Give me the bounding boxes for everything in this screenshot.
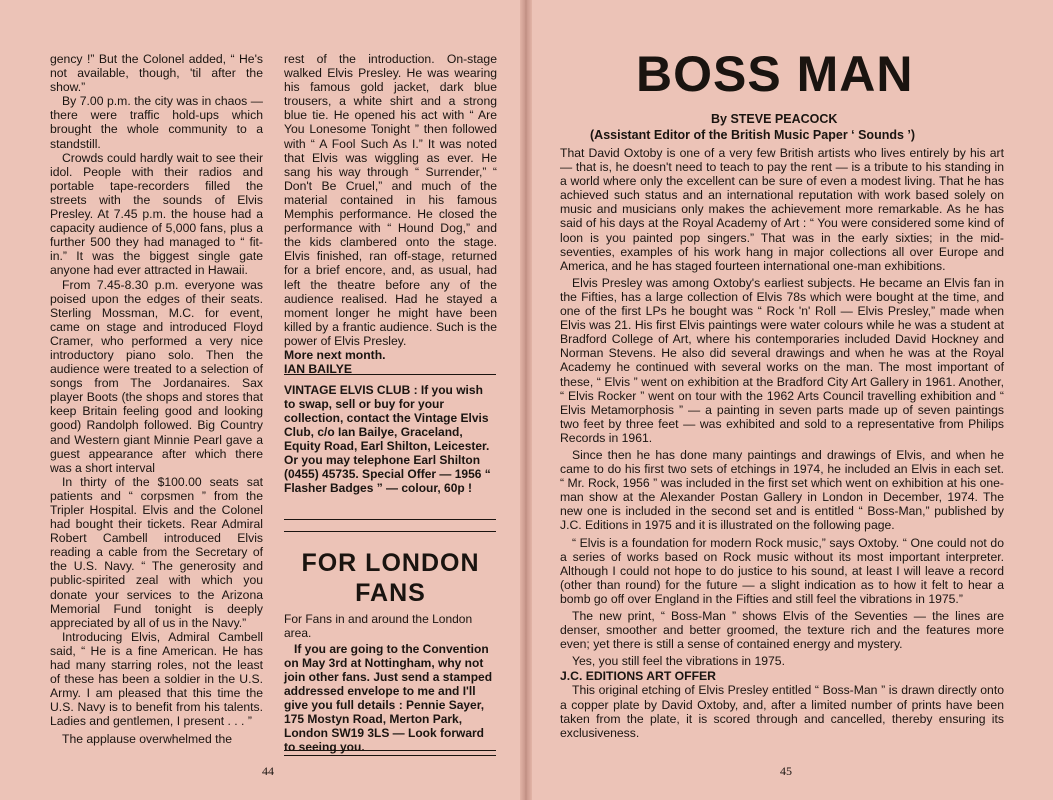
article-paragraph: gency !” But the Colonel added, “ He's not available, though, 'til after the show.” <box>50 52 263 95</box>
art-offer-heading: J.C. EDITIONS ART OFFER <box>560 669 716 684</box>
author-credit: (Assistant Editor of the British Music Paper ‘ Sounds ’) <box>590 128 916 142</box>
article-paragraph: Since then he has done many paintings and drawings of Elvis, and when he came to do his first two sets of etchings in 1974, he included an Elvis in each set. “ Mr. Rock, 1956 ” was included in the first set which went on exhibition at his one-man show at the Alexander Postan Gallery in London in December, 1974. The new one is included in the second set and is entitled “ Boss-Man,” published by J.C. Editions in 1975 and it is illustrated on the following page. <box>560 447 1004 533</box>
divider-rule <box>284 755 496 756</box>
vintage-elvis-club-notice: VINTAGE ELVIS CLUB : If you wish to swap, sell or buy for your collection, contact the Vintage Elvis Club, c/o Ian Bailye, Graceland, Equity Road, Earl Shilton, Leicester. Or you may telephone Earl Shilton (0455) 45735. Special Offer — 1956 “ Flasher Badges ” — colour, 60p ! <box>284 383 491 495</box>
article-paragraph: That David Oxtoby is one of a very few British artists who lives entirely by his art — that is, he doesn't need to teach to pay the rent — is a tribute to his standing in a world where only the excellent can be sure of even a modest living. That he has achieved such status and an international reputation with work based solely on music and musicians only makes the achievement more remarkable. As he has said of his days at the Royal Academy of Art : “ You were considered some kind of loon is you painted pop singers.” That was in the early sixties; in the mid-seventies, examples of his work hang in major collections all over Europe and America, and he has staged fourteen international one-man exhibitions. <box>560 146 1004 273</box>
london-title-line2: FANS <box>355 579 426 607</box>
article-author: IAN BAILYE <box>284 362 352 377</box>
divider-rule <box>284 519 496 520</box>
byline: By STEVE PEACOCK <box>711 112 838 126</box>
article-paragraph: The applause overwhelmed the <box>62 731 233 746</box>
divider-rule <box>284 374 496 375</box>
article-paragraph: Yes, you still feel the vibrations in 1975. <box>572 654 785 669</box>
article-paragraph: Crowds could hardly wait to see their idol. People with their radios and portable tape-recorders filled the streets with the sounds of Elvis Presley. At 7.45 p.m. the house had a capacity audience of 5,000 fans, plus a further 500 they had managed to “ fit-in.” It was the biggest single gate anyone had ever attracted in Hawaii. <box>50 150 263 278</box>
page-gutter <box>520 0 532 800</box>
article-paragraph: In thirty of the $100.00 seats sat patients and “ corpsmen ” from the Tripler Hospital. Elvis and the Colonel had bought their tickets. Rear Admiral Robert Cambell introduced Elvis reading a cable from the Secretary of the U.S. Navy. “ The generosity and public-spirited zeal with which you donate your services to the Arizona Memorial Fund tonight is deeply appreciated by all of us in the Navy.” <box>50 474 263 630</box>
article-title: BOSS MAN <box>636 46 914 102</box>
article-paragraph: “ Elvis is a foundation for modern Rock music,” says Oxtoby. “ One could not do a series of works based on Rock music without its most important interpreter. Although I could not hope to do justice to his sound, at least I will leave a record (other than round) for the future — a slight indication as to how it felt to hear a bomb go off over England in the Fifties and still feel the vibrations in 1975.” <box>560 535 1004 606</box>
more-next-month: More next month. <box>284 347 386 362</box>
page-number-right: 45 <box>780 764 792 778</box>
left-column-2 <box>284 52 497 376</box>
london-details: If you are going to the Convention on May 3rd at Nottingham, why not join other fans. Just send a stamped addressed envelope to me and I'll give you full details : Pennie Sayer, 175 Mostyn Road, Merton Park, London SW19 3LS — Look forward to seeing you. <box>284 642 493 754</box>
london-fans-body <box>284 612 497 754</box>
london-intro: For Fans in and around the London area. <box>284 612 473 640</box>
divider-rule <box>284 531 496 532</box>
article-paragraph: From 7.45-8.30 p.m. everyone was poised upon the edges of their seats. Sterling Mossman, M.C. for event, came on stage and introduced Floyd Cramer, who performed a very nice introductory piano solo. Then the audience were treated to a selection of songs from The Jordanaires. Sax player Boots (the shops and stores that keep Britain feeling good and looking good) Randolph followed. Big Country and Western giant Minnie Pearl gave a guest appearance after which there was a short interval <box>50 277 263 475</box>
london-fans-heading <box>284 548 497 608</box>
article-paragraph: The new print, “ Boss-Man ” shows Elvis of the Seventies — the lines are denser, smoother and better groomed, the texture rich and the features more even; yet there is still a sense of contained energy and mystery. <box>560 609 1004 652</box>
divider-rule <box>284 750 496 751</box>
article-paragraph: Elvis Presley was among Oxtoby's earliest subjects. He became an Elvis fan in the Fifties, has a large collection of Elvis 78s which were bought at the time, and one of the first LPs he bought was “ Rock 'n' Roll — Elvis Presley,” made when Elvis was 21. His first Elvis paintings were water colours while he was a student at Bradford College of Art, where his contemporaries included David Hockney and Norman Stevens. He also did several drawings and when he was at the Royal Academy he continued with several works on the man. The most important of these, “ Elvis ” went on exhibition at the Bradford City Art Gallery in 1961. Another, “ Elvis Rocker ” went on tour with the 1962 Arts Council travelling exhibition and “ Elvis Metamorphosis ” — a painting in seven parts made up of seven paintings two feet by three feet — was exhibited and sold to a representative from Philips Records in 1961. <box>560 275 1004 445</box>
page-number-left: 44 <box>262 764 274 778</box>
article-paragraph: rest of the introduction. On-stage walked Elvis Presley. He was wearing his famous gold jacket, dark blue trousers, a white shirt and a strong blue tie. He opened his act with “ Are You Lonesome Tonight ” then followed with “ A Fool Such As I.” It was noted that Elvis was wiggling as ever. He sang his way through “ Surrender,” “ Don't Be Cruel,” and much of the material contained in his famous Memphis performance. He closed the performance with “ Hound Dog,” and the kids clambered onto the stage. Elvis finished, ran off-stage, returned for a brief encore, and, as usual, had left the theatre before any of the audience realised. Had he stayed a moment longer he might have been killed by a frantic audience. Such is the power of Elvis Presley. <box>284 52 497 348</box>
article-paragraph: By 7.00 p.m. the city was in chaos — there were traffic hold-ups which brought the whole community to a standstill. <box>50 94 263 151</box>
article-paragraph: Introducing Elvis, Admiral Cambell said, “ He is a fine American. He has had many starring roles, not the least of these has been a soldier in the U.S. Army. I am pleased that this time the U.S. Navy is to benefit from his talents. Ladies and gentlemen, I present . . . ” <box>50 629 263 729</box>
london-title-line1: FOR LONDON <box>301 549 480 577</box>
left-column-1 <box>50 52 263 746</box>
right-column <box>560 146 1004 740</box>
art-offer-text: This original etching of Elvis Presley entitled “ Boss-Man ” is drawn directly onto a copper plate by David Oxtoby, and, after a limited number of prints have been taken from the plate, it is scored through and cancelled, thereby ensuring its exclusiveness. <box>560 683 1004 740</box>
